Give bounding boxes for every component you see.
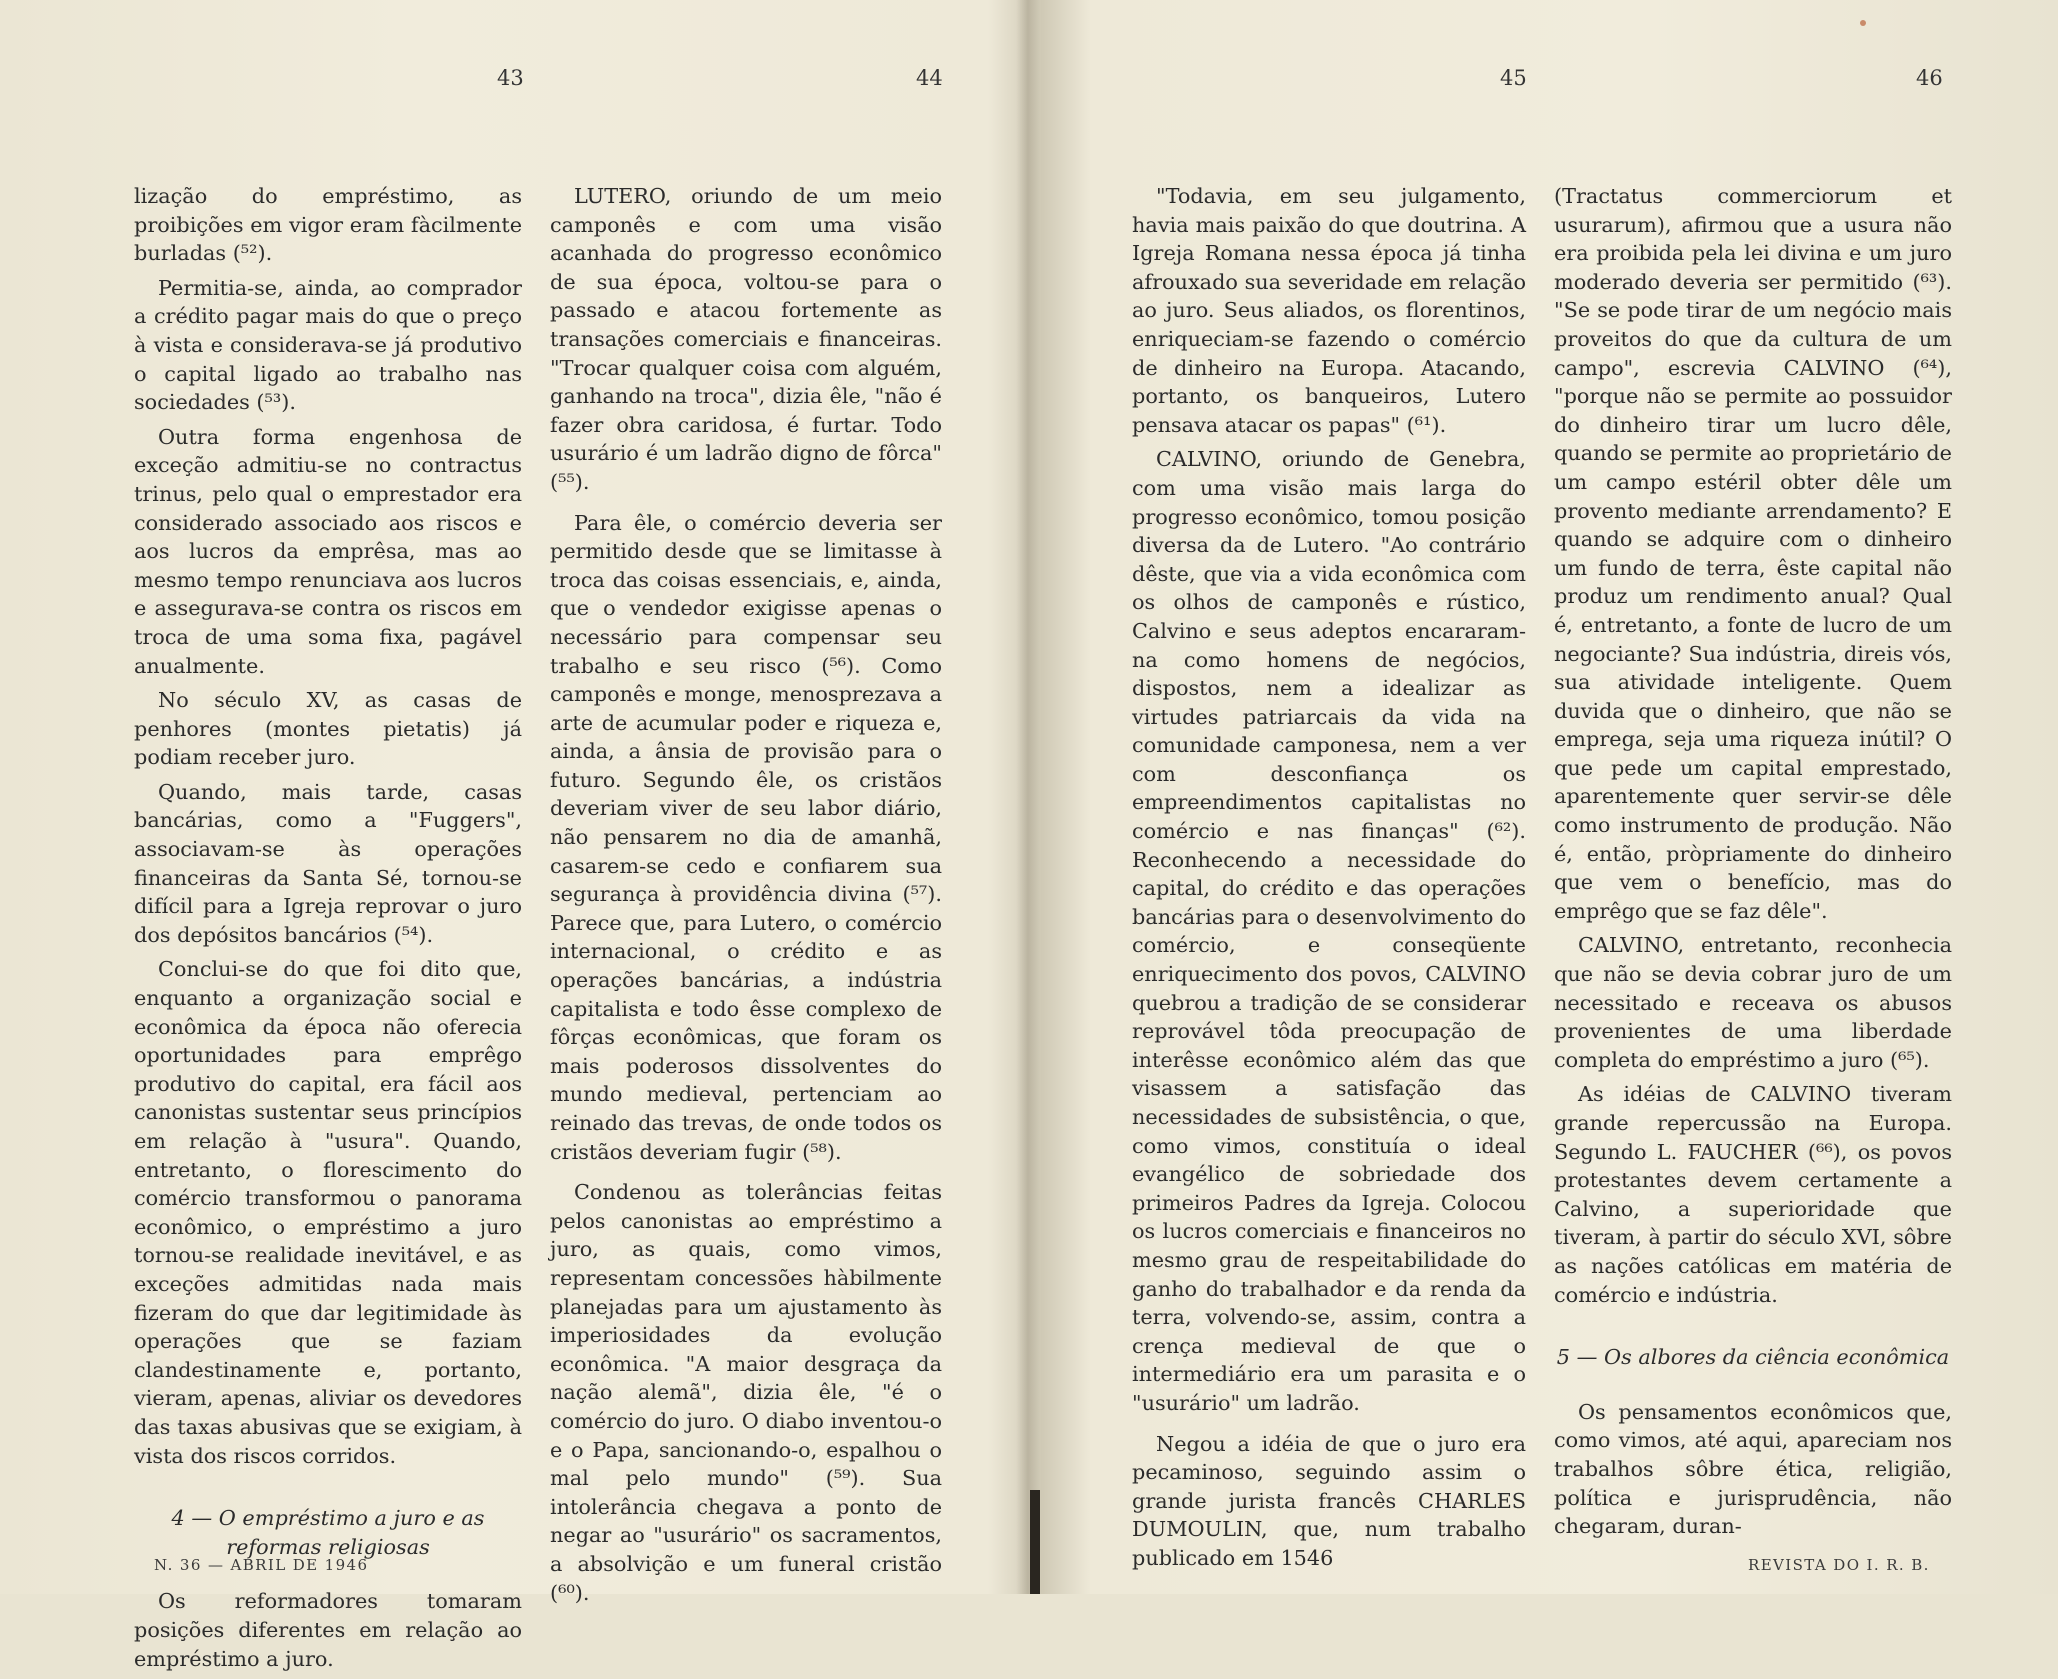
- paragraph: Os pensamentos econômicos que, como vimos, até aqui, apareciam nos trabalhos sôbre ética, religião, política e jurisprudência, não chegaram, duran-: [1554, 1399, 1952, 1539]
- page-43-column: [134, 182, 522, 1679]
- paragraph: Condenou as tolerâncias feitas pelos canonistas ao empréstimo a juro, as quais, como vimos, representam concessões hàbilmente planejadas para um ajustamento às imperiosidades da evolução econômica. "A maior desgraça da nação alemã", dizia êle, "é o comércio do juro. O diabo inventou-o e o Papa, sancionando-o, espalhou o mal pelo mundo" (⁵⁹). Sua intolerância chegava a ponto de negar ao "usurário" os sacramentos, a absolvição e um funeral cristão (⁶⁰).: [550, 1180, 942, 1605]
- page-45-column: [1132, 182, 1526, 1579]
- paper-speck: [1860, 20, 1866, 26]
- binding-shadow: [1030, 1490, 1040, 1594]
- page-number-46: 46: [1916, 66, 1943, 90]
- page-number-45: 45: [1500, 66, 1527, 90]
- book-gutter: [1016, 0, 1040, 1594]
- paragraph: Outra forma engenhosa de exceção admitiu-se no contractus trinus, pelo qual o emprestador era considerado associado aos riscos e aos lucros da emprêsa, mas ao mesmo tempo renunciava aos lucros e assegurava-se contra os riscos em troca de uma soma fixa, pagável anualmente.: [134, 424, 522, 678]
- paragraph: lização do empréstimo, as proibições em vigor eram fàcilmente burladas (⁵²).: [134, 184, 522, 266]
- paragraph: Conclui-se do que foi dito que, enquanto a organização social e econômica da época não oferecia oportunidades para emprêgo produtivo do capital, era fácil aos canonistas sustentar seus princípios em relação à "usura". Quando, entretanto, o florescimento do comércio transformou o panorama econômico, o empréstimo a juro tornou-se realidade inevitável, e as exceções admitidas nada mais fizeram do que dar legitimidade às operações que se faziam clandestinamente e, portanto, vieram, apenas, aliviar os devedores das taxas abusivas que se exigiam, à vista dos riscos corridos.: [134, 957, 522, 1468]
- paragraph: No século XV, as casas de penhores (montes pietatis) já podiam receber juro.: [134, 688, 522, 770]
- paragraph: Quando, mais tarde, casas bancárias, como a "Fuggers", associavam-se às operações financeiras da Santa Sé, tornou-se difícil para a Igreja reprovar o juro dos depósitos bancários (⁵⁴).: [134, 779, 522, 947]
- footer-issue-date: N. 36 — ABRIL DE 1946: [154, 1556, 369, 1574]
- page-44-column: [550, 182, 942, 1613]
- footer-journal-name: REVISTA DO I. R. B.: [1748, 1556, 1930, 1574]
- page-number-44: 44: [916, 66, 943, 90]
- paragraph: Os reformadores tomaram posições diferentes em relação ao empréstimo a juro.: [134, 1589, 522, 1671]
- paragraph: CALVINO, oriundo de Genebra, com uma visão mais larga do progresso econômico, tomou posição diversa da de Lutero. "Ao contrário dêste, que via a vida econômica com os olhos de camponês e rústico, Calvino e seus adeptos encararam-na como homens de negócios, dispostos, nem a idealizar as virtudes patriarcais da vida na comunidade camponesa, nem a ver com desconfiança os empreendimentos capitalistas no comércio e nas finanças" (⁶²). Reconhecendo a necessidade do capital, do crédito e das operações bancárias para o desenvolvimento do comércio, e conseqüente enriquecimento dos povos, CALVINO quebrou a tradição de se considerar reprovável tôda preocupação de interêsse econômico além das que visassem a satisfação das necessidades de subsistência, o que, como vimos, constituía o ideal evangélico de sobriedade dos primeiros Padres da Igreja. Colocou os lucros comerciais e financeiros no mesmo grau de respeitabilidade do ganho do trabalhador e da renda da terra, volvendo-se, assim, contra a crença medieval de que o intermediário era um parasita e o "usurário" um ladrão.: [1132, 447, 1526, 1415]
- paragraph: Permitia-se, ainda, ao comprador a crédito pagar mais do que o preço à vista e considerava-se já produtivo o capital ligado ao trabalho nas sociedades (⁵³).: [134, 275, 522, 415]
- paragraph: "Todavia, em seu julgamento, havia mais paixão do que doutrina. A Igreja Romana nessa época já tinha afrouxado sua severidade em relação ao juro. Seus aliados, os florentinos, enriqueciam-se fazendo o comércio de dinheiro na Europa. Atacando, portanto, os banqueiros, Lutero pensava atacar os papas" (⁶¹).: [1132, 184, 1526, 437]
- paragraph: LUTERO, oriundo de um meio camponês e com uma visão acanhada do progresso econômico de sua época, voltou-se para o passado e atacou fortemente as transações comerciais e financeiras. "Trocar qualquer coisa com alguém, ganhando na troca", dizia êle, "não é fazer obra caridosa, é furtar. Todo usurário é um ladrão digno de fôrca" (⁵⁵).: [550, 184, 942, 494]
- page-46-column: [1554, 182, 1952, 1547]
- paragraph: Para êle, o comércio deveria ser permitido desde que se limitasse à troca das coisas essenciais, e, ainda, que o vendedor exigisse apenas o necessário para compensar seu trabalho e seu risco (⁵⁶). Como camponês e monge, menosprezava a arte de acumular poder e riqueza e, ainda, a ânsia de provisão para o futuro. Segundo êle, os cristãos deveriam viver de seu labor diário, não pensarem no dia de amanhã, casarem-se cedo e confiarem sua segurança à providência divina (⁵⁷). Parece que, para Lutero, o comércio internacional, o crédito e as operações bancárias, a indústria capitalista e todo êsse complexo de fôrças econômicas, que foram os mais poderosos dissolventes do mundo medieval, pertenciam ao reinado das trevas, de onde todos os cristãos deveriam fugir (⁵⁸).: [550, 510, 942, 1164]
- paragraph: (Tractatus commerciorum et usurarum), afirmou que a usura não era proibida pela lei divina e um juro moderado deveria ser permitido (⁶³). "Se se pode tirar de um negócio mais proveitos do que da cultura de um campo", escrevia CALVINO (⁶⁴), "porque não se permite ao possuidor do dinheiro tirar um lucro dêle, quando se permite ao proprietário de um campo estéril obter dêle um provento mediante arrendamento? E quando se adquire com o dinheiro um fundo de terra, êste capital não produz um rendimento anual? Qual é, entretanto, a fonte de lucro de um negociante? Sua indústria, direis vós, sua atividade inteligente. Quem duvida que o dinheiro, que não se emprega, seja uma riqueza inútil? O que pede um capital emprestado, aparentemente quer servir-se dêle como instrumento de produção. Não é, então, pròpriamente do dinheiro que vem o benefício, mas do emprêgo que se faz dêle".: [1554, 184, 1952, 923]
- paragraph: Negou a idéia de que o juro era pecaminoso, seguindo assim o grande jurista francês CHARLES DUMOULIN, que, num trabalho publicado em 1546: [1132, 1431, 1526, 1570]
- section-heading: 4 — O empréstimo a juro e as reformas religiosas: [171, 1506, 485, 1559]
- paragraph: As idéias de CALVINO tiveram grande repercussão na Europa. Segundo L. FAUCHER (⁶⁶), os povos protestantes devem certamente a Calvino, a superioridade que tiveram, à partir do século XVI, sôbre as nações católicas em matéria de comércio e indústria.: [1554, 1082, 1952, 1307]
- page-number-43: 43: [497, 66, 524, 90]
- section-heading: 5 — Os albores da ciência econômica: [1556, 1345, 1950, 1370]
- paragraph: CALVINO, entretanto, reconhecia que não se devia cobrar juro de um necessitado e receava os abusos provenientes de uma liberdade completa do empréstimo a juro (⁶⁵).: [1554, 933, 1952, 1072]
